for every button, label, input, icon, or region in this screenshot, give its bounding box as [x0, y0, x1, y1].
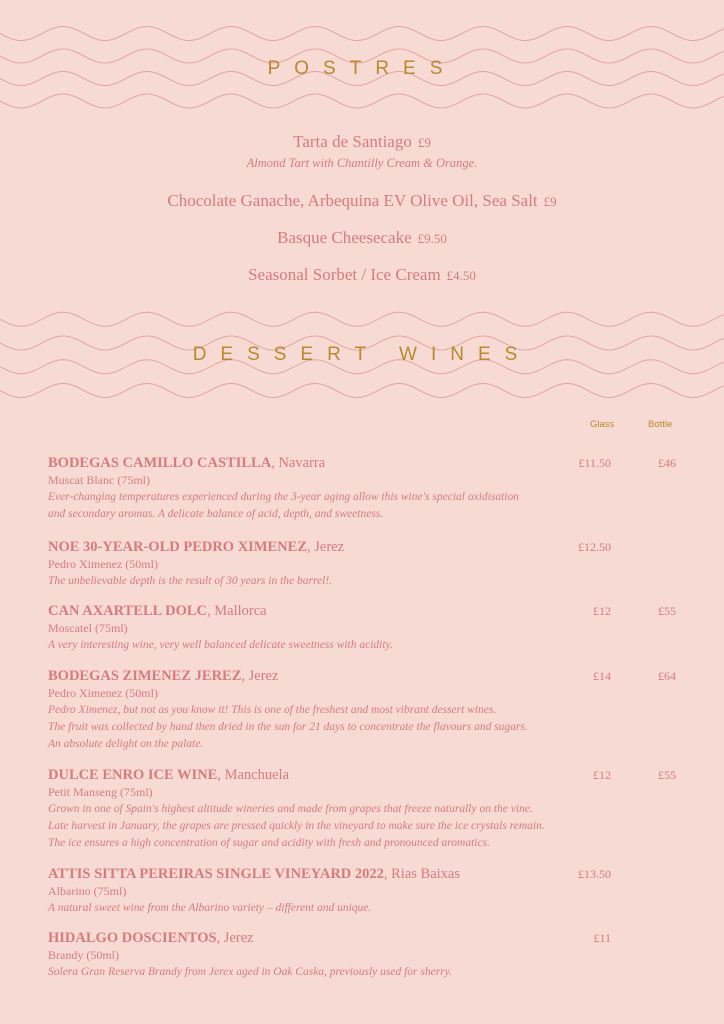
wine-grape: Petit Manseng (75ml) [48, 785, 153, 799]
wave-line [0, 312, 724, 326]
wine-region: , Jerez [307, 539, 345, 555]
wave-line [0, 94, 724, 108]
wine-entry [48, 929, 688, 981]
wine-producer: NOE 30-YEAR-OLD PEDRO XIMENEZ [48, 539, 307, 555]
wine-note-line: The unbelievable depth is the result of 30 years in the barrel!. [48, 575, 333, 587]
glass-column-header: Glass [590, 419, 615, 430]
dessert-item [0, 191, 724, 211]
wine-entry [48, 667, 688, 753]
wine-note-line: A natural sweet wine from the Albarino variety – different and unique. [48, 902, 372, 914]
dessert-description: Almond Tart with Chantilly Cream & Orange. [246, 156, 478, 170]
dessert-name: Seasonal Sorbet / Ice Cream [248, 265, 441, 284]
wine-grape: Muscat Blanc (75ml) [48, 473, 150, 487]
wine-glass-price: £12.50 [578, 540, 611, 554]
dessert-price: £9 [417, 135, 431, 150]
dessert-name: Chocolate Ganache, Arbequina EV Olive Oil, Sea Salt [167, 191, 538, 210]
wine-producer: ATTIS SITTA PEREIRAS SINGLE VINEYARD 2022 [48, 866, 384, 882]
wine-bottle-price: £64 [658, 669, 676, 683]
dessert-name: Tarta de Santiago [293, 132, 412, 151]
dessert-item [0, 228, 724, 248]
wave-line [0, 27, 724, 41]
wine-producer: HIDALGO DOSCIENTOS [48, 930, 217, 946]
wine-bottle-price: £55 [658, 768, 676, 782]
postres-header-band [0, 20, 724, 110]
dessert-item [0, 132, 724, 171]
wine-region: , Rias Baixas [383, 866, 461, 882]
wine-grape: Brandy (50ml) [48, 948, 119, 962]
bottle-column-header: Bottle [648, 419, 673, 430]
wave-line [0, 312, 724, 326]
wave-line [0, 384, 724, 398]
wine-grape: Pedro Ximenez (50ml) [48, 686, 158, 700]
wine-region: , Jerez [241, 668, 279, 684]
wine-entry [48, 602, 688, 654]
wine-entry [48, 865, 688, 917]
dessert-price: £9 [543, 194, 557, 209]
wine-grape: Moscatel (75ml) [48, 621, 128, 635]
dessert-name: Basque Cheesecake [277, 228, 412, 247]
dessert-price: £9.50 [417, 231, 447, 246]
wine-bottle-price: £46 [658, 456, 676, 470]
dessert-item [0, 265, 724, 285]
wine-note-line: Grown in one of Spain's highest altitude wineries and made from grapes that freeze naturally on the vine. [48, 803, 533, 815]
wine-glass-price: £12 [593, 604, 611, 618]
wines-header-band [0, 305, 724, 400]
postres-title: POSTRES [267, 58, 457, 79]
wine-bottle-price: £55 [658, 604, 676, 618]
wine-glass-price: £14 [593, 669, 611, 683]
wine-entry [48, 766, 688, 852]
wine-region: , Navarra [271, 455, 326, 471]
wine-note-line: and secondary aromas. A delicate balance of acid, depth, and sweetness. [48, 508, 384, 520]
wine-producer: DULCE ENRO ICE WINE [48, 767, 218, 783]
wine-note-line: A very interesting wine, very well balanced delicate sweetness with acidity. [48, 639, 393, 651]
wine-glass-price: £11 [593, 931, 611, 945]
wine-glass-price: £13.50 [578, 867, 611, 881]
wine-region: , Mallorca [207, 603, 267, 619]
wine-note-line: An absolute delight on the palate. [48, 738, 204, 750]
wine-entry [48, 538, 688, 590]
wine-grape: Pedro Ximenez (50ml) [48, 557, 158, 571]
wine-glass-price: £12 [593, 768, 611, 782]
wine-producer: BODEGAS CAMILLO CASTILLA [48, 455, 272, 471]
wine-entry [48, 454, 688, 523]
wine-grape: Albarino (75ml) [48, 884, 127, 898]
wine-note-line: The fruit was collected by hand then dried in the sun for 21 days to concentrate the flavours and sugars. [48, 721, 528, 733]
wave-line [0, 384, 724, 398]
wine-note-line: Solera Gran Reserva Brandy from Jerex aged in Oak Caska, previously used for sherry. [48, 966, 453, 978]
wine-glass-price: £11.50 [578, 456, 611, 470]
wine-region: , Manchuela [217, 767, 290, 783]
wine-note-line: Late harvest in January, the grapes are pressed quickly in the vineyard to make sure the ice crystals remain. [48, 820, 545, 832]
wine-note-line: Ever-changing temperatures experienced during the 3-year aging allow this wine's special oxidisation [48, 491, 519, 503]
wine-producer: BODEGAS ZIMENEZ JEREZ [48, 668, 242, 684]
wines-title: DESSERT WINES [192, 344, 532, 365]
dessert-price: £4.50 [446, 268, 476, 283]
wine-producer: CAN AXARTELL DOLC [48, 603, 208, 619]
wave-line [0, 27, 724, 41]
wine-note-line: The ice ensures a high concentration of sugar and acidity with fresh and pronounced aromatics. [48, 837, 490, 849]
wine-region: , Jerez [216, 930, 254, 946]
wine-note-line: Pedro Ximenez, but not as you know it! This is one of the freshest and most vibrant dessert wines. [48, 704, 497, 716]
wave-line [0, 94, 724, 108]
